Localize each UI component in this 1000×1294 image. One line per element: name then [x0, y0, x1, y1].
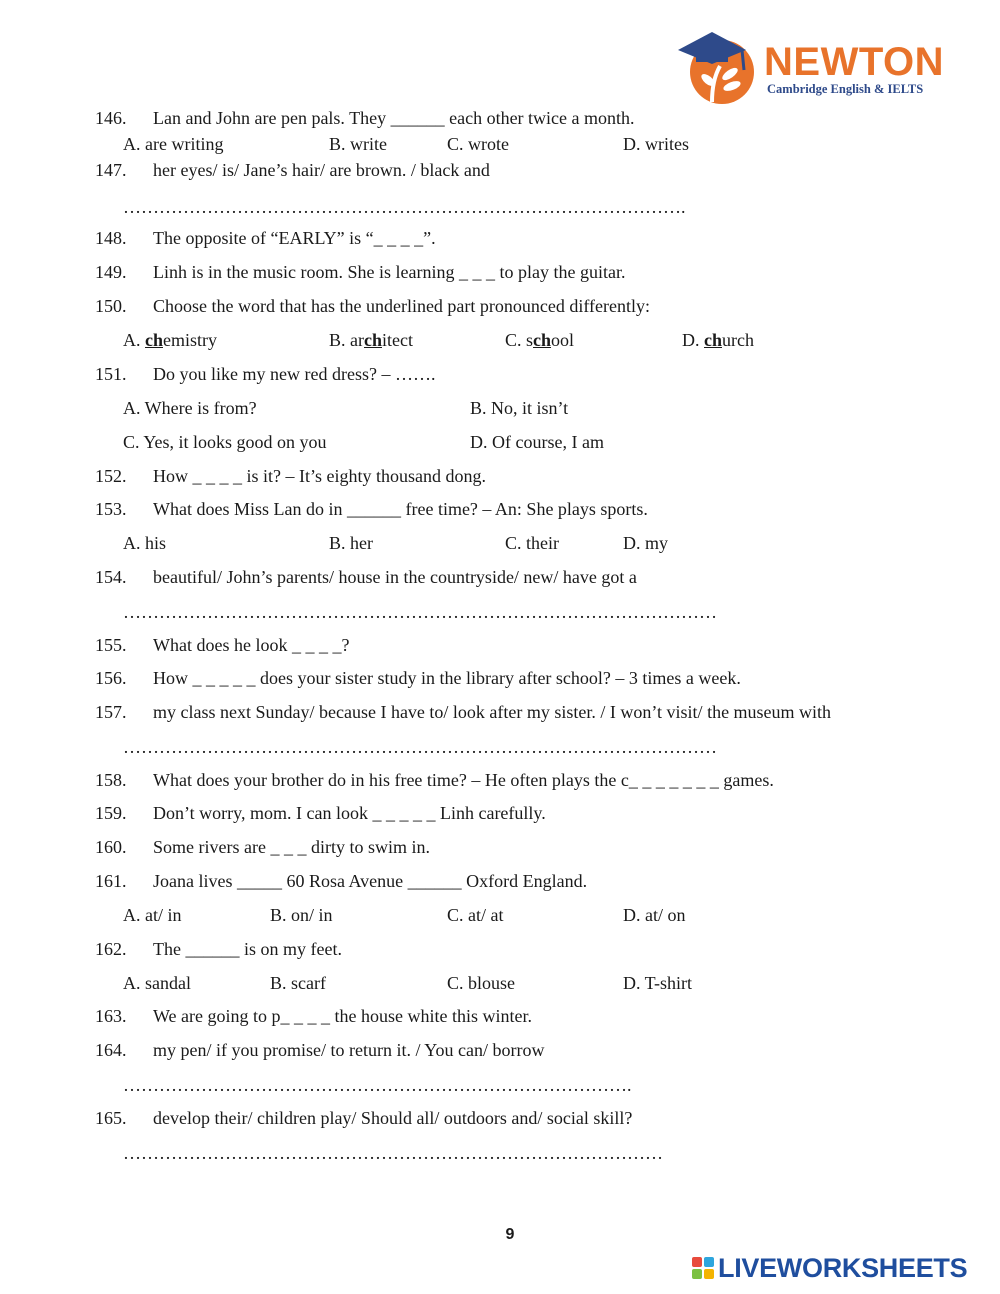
brand-subtitle: Cambridge English & IELTS	[767, 82, 924, 96]
question-text: What does he look _ _ _ _?	[153, 635, 350, 655]
option-b: B. architect	[329, 330, 413, 350]
question-text: Joana lives _____ 60 Rosa Avenue ______ Oxford England.	[153, 871, 588, 891]
graduation-cap-globe-icon	[672, 20, 764, 110]
question-text: How _ _ _ _ _ does your sister study in the library after school? – 3 times a week.	[153, 668, 741, 688]
answer-line[interactable]: ………………………………………………………………………………………	[123, 602, 717, 622]
option-d: D. Of course, I am	[470, 432, 604, 452]
question-number: 163.	[95, 1006, 127, 1026]
option-d: D. at/ on	[623, 905, 686, 925]
question-number: 158.	[95, 770, 127, 790]
question-number: 155.	[95, 635, 127, 655]
question-number: 146.	[95, 108, 127, 128]
question-number: 157.	[95, 702, 127, 722]
option-c: C. Yes, it looks good on you	[123, 432, 327, 452]
option-d: D. my	[623, 533, 668, 553]
question-number: 160.	[95, 837, 127, 857]
question-number: 164.	[95, 1040, 127, 1060]
question-number: 165.	[95, 1108, 127, 1128]
question-text: Linh is in the music room. She is learning _ _ _ to play the guitar.	[153, 262, 626, 282]
question-number: 153.	[95, 499, 127, 519]
question-text: The ______ is on my feet.	[153, 939, 342, 959]
answer-line[interactable]: ………………………………………………………………………….	[123, 1075, 632, 1095]
question-text: We are going to p_ _ _ _ the house white this winter.	[153, 1006, 532, 1026]
option-c: C. their	[505, 533, 559, 553]
option-c: C. at/ at	[447, 905, 504, 925]
question-number: 161.	[95, 871, 127, 891]
question-text: my pen/ if you promise/ to return it. / You can/ borrow	[153, 1040, 545, 1060]
newton-logo	[672, 20, 945, 110]
question-text: What does your brother do in his free time? – He often plays the c_ _ _ _ _ _ _ games.	[153, 770, 774, 790]
option-a: A. Where is from?	[123, 398, 257, 418]
question-number: 151.	[95, 364, 127, 384]
watermark-text: LIVEWORKSHEETS	[718, 1253, 968, 1283]
answer-line[interactable]: ………………………………………………………………………………….	[123, 197, 686, 217]
page-number: 9	[505, 1226, 515, 1243]
option-c: C. school	[505, 330, 575, 350]
question-text: her eyes/ is/ Jane’s hair/ are brown. / black and	[153, 160, 490, 180]
option-a: A. chemistry	[123, 330, 217, 350]
option-c: C. wrote	[447, 134, 509, 154]
answer-line[interactable]: ………………………………………………………………………………………	[123, 737, 717, 757]
liveworksheets-logo-icon	[692, 1257, 714, 1279]
answer-line[interactable]: ………………………………………………………………………………	[123, 1143, 663, 1163]
option-a: A. sandal	[123, 973, 191, 993]
option-b: B. write	[329, 134, 387, 154]
question-text: Some rivers are _ _ _ dirty to swim in.	[153, 837, 430, 857]
question-text: Choose the word that has the underlined part pronounced differently:	[153, 296, 651, 316]
question-number: 159.	[95, 803, 127, 823]
question-text: What does Miss Lan do in ______ free time? – An: She plays sports.	[153, 499, 648, 519]
question-text: beautiful/ John’s parents/ house in the countryside/ new/ have got a	[153, 567, 637, 587]
question-number: 156.	[95, 668, 127, 688]
question-number: 152.	[95, 466, 127, 486]
question-number: 148.	[95, 228, 127, 248]
option-a: A. his	[123, 533, 167, 553]
question-text: develop their/ children play/ Should all/ outdoors and/ social skill?	[153, 1108, 633, 1128]
option-b: B. scarf	[270, 973, 326, 993]
option-d: D. writes	[623, 134, 689, 154]
option-a: A. are writing	[123, 134, 224, 154]
option-a: A. at/ in	[123, 905, 182, 925]
question-number: 149.	[95, 262, 127, 282]
question-number: 150.	[95, 296, 127, 316]
option-d: D. church	[682, 330, 754, 350]
question-text: Don’t worry, mom. I can look _ _ _ _ _ Linh carefully.	[153, 803, 546, 823]
question-text: Lan and John are pen pals. They ______ each other twice a month.	[153, 108, 635, 128]
question-text: How _ _ _ _ is it? – It’s eighty thousand dong.	[153, 466, 486, 486]
question-text: my class next Sunday/ because I have to/ look after my sister. / I won’t visit/ the museum with	[153, 702, 832, 722]
question-text: The opposite of “EARLY” is “_ _ _ _”.	[153, 228, 436, 248]
question-text: Do you like my new red dress? – …….	[153, 364, 436, 384]
question-number: 162.	[95, 939, 127, 959]
question-number: 147.	[95, 160, 127, 180]
option-d: D. T-shirt	[623, 973, 693, 993]
option-b: B. on/ in	[270, 905, 333, 925]
brand-name: NEWTON	[764, 40, 945, 84]
option-b: B. No, it isn’t	[470, 398, 569, 418]
question-number: 154.	[95, 567, 127, 587]
option-b: B. her	[329, 533, 373, 553]
option-c: C. blouse	[447, 973, 516, 993]
